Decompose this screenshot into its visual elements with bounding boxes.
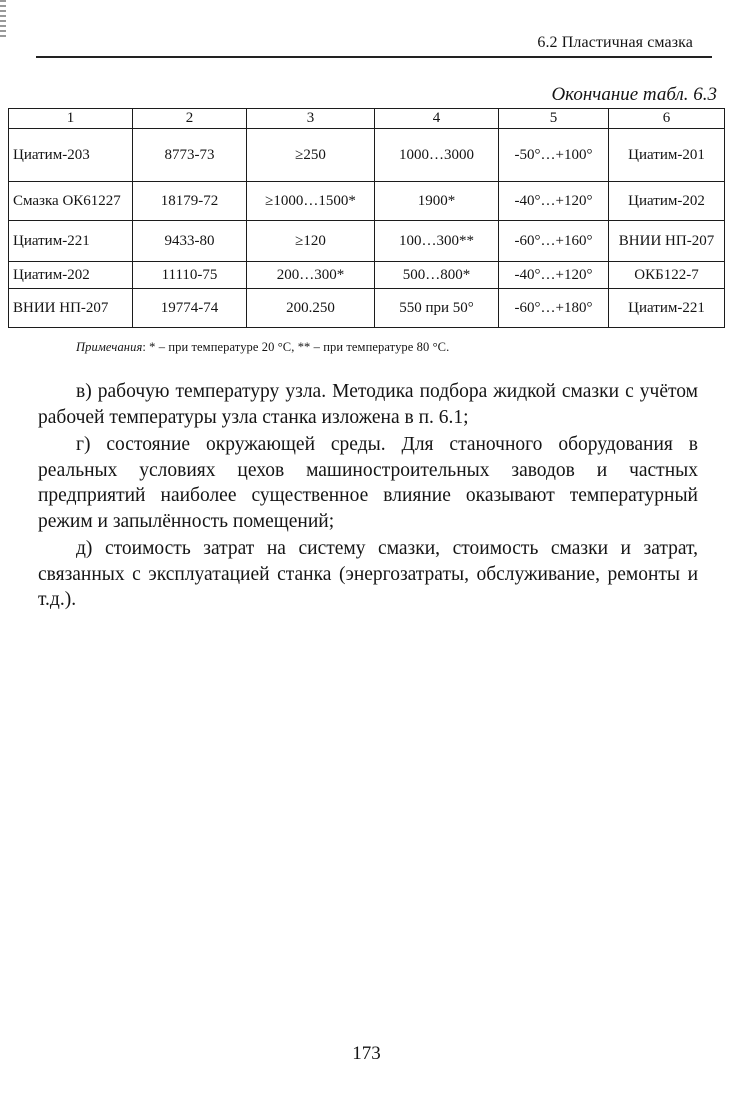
table-cell: ВНИИ НП-207 (609, 221, 725, 262)
body-text (38, 379, 698, 615)
header-cell-4: 4 (375, 109, 499, 129)
table-cell: -40°…+120° (499, 182, 609, 221)
table-cell: Циатим-202 (609, 182, 725, 221)
table-cell: 18179-72 (133, 182, 247, 221)
table-cell: 1900* (375, 182, 499, 221)
running-head: 6.2 Пластичная смазка (537, 34, 693, 51)
table-cell: -60°…+160° (499, 221, 609, 262)
note-text: : * – при температуре 20 °С, ** – при температуре 80 °С. (142, 340, 450, 354)
table-cell: -60°…+180° (499, 289, 609, 328)
table-cell: Смазка ОК61227 (9, 182, 133, 221)
table-cell: Циатим-203 (9, 129, 133, 182)
table-cell: ≥250 (247, 129, 375, 182)
table-cell: 11110-75 (133, 262, 247, 289)
paragraph-g: г) состояние окружающей среды. Для станочного оборудования в реальных условиях цехов машиностроительных заводов и частных предприятий наиболее существенное влияние оказывают температурный режим и запылённость помещений; (38, 434, 698, 532)
table-cell: Циатим-221 (9, 221, 133, 262)
table-cell: 200…300* (247, 262, 375, 289)
table-row (9, 221, 725, 262)
paragraph-d: д) стоимость затрат на систему смазки, стоимость смазки и затрат, связанных с эксплуатацией станка (энергозатраты, обслуживание, ремонты и т.д.). (38, 538, 698, 610)
table-cell: 500…800* (375, 262, 499, 289)
lubricant-table (8, 108, 725, 328)
table-cell: -40°…+120° (499, 262, 609, 289)
table-cell: 19774-74 (133, 289, 247, 328)
table-cell: -50°…+100° (499, 129, 609, 182)
scan-edge-artifact (0, 0, 6, 40)
table-cell: Циатим-202 (9, 262, 133, 289)
table-row (9, 289, 725, 328)
table-header-row (9, 109, 725, 129)
header-cell-3: 3 (247, 109, 375, 129)
header-cell-1: 1 (9, 109, 133, 129)
table-note (76, 340, 449, 355)
page-number: 173 (352, 1043, 381, 1064)
paragraph-v: в) рабочую температуру узла. Методика подбора жидкой смазки с учётом рабочей температуры узла станка изложена в п. 6.1; (38, 381, 698, 428)
table-cell: 100…300** (375, 221, 499, 262)
table-cell: ВНИИ НП-207 (9, 289, 133, 328)
table-cell: 9433-80 (133, 221, 247, 262)
table-row (9, 262, 725, 289)
table-cell: 8773-73 (133, 129, 247, 182)
header-rule (36, 56, 712, 58)
table-cell: ≥120 (247, 221, 375, 262)
table-cell: 1000…3000 (375, 129, 499, 182)
table-row (9, 182, 725, 221)
header-cell-5: 5 (499, 109, 609, 129)
table-cell: Циатим-201 (609, 129, 725, 182)
table-cell: 200.250 (247, 289, 375, 328)
table-caption: Окончание табл. 6.3 (551, 84, 717, 105)
table-cell: ОКБ122-7 (609, 262, 725, 289)
table-cell: Циатим-221 (609, 289, 725, 328)
header-cell-2: 2 (133, 109, 247, 129)
table-cell: ≥1000…1500* (247, 182, 375, 221)
table-cell: 550 при 50° (375, 289, 499, 328)
header-cell-6: 6 (609, 109, 725, 129)
note-label: Примечания (76, 340, 143, 354)
table-row (9, 129, 725, 182)
